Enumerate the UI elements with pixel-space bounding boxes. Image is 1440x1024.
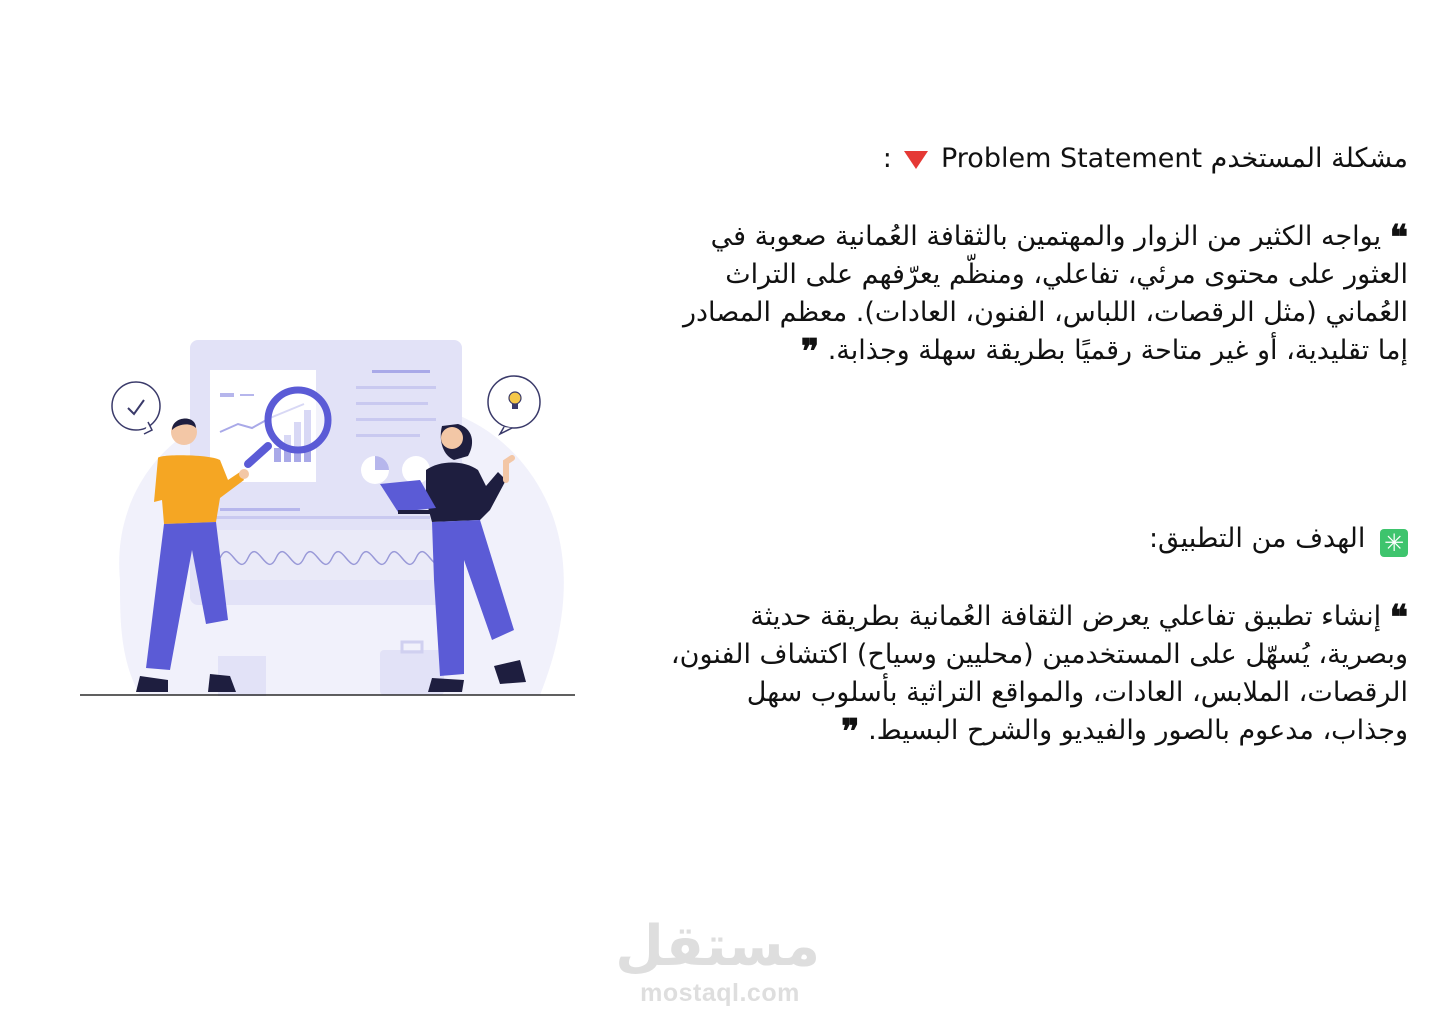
close-quote-icon: ❞ [841, 712, 860, 752]
problem-heading-en: Problem Statement [940, 143, 1203, 174]
problem-body [668, 218, 1408, 370]
sparkle-icon: ✳ [1380, 529, 1408, 557]
goal-heading [668, 520, 1408, 558]
goal-heading-text: الهدف من التطبيق: [1148, 523, 1366, 554]
problem-heading-ar: مشكلة المستخدم [1210, 143, 1408, 174]
open-quote-icon: ❝ [1389, 218, 1408, 258]
pie-chart-2 [402, 456, 430, 484]
check-bubble [112, 382, 160, 430]
watermark-latin: mostaql.com [640, 979, 800, 1007]
goal-body [668, 598, 1408, 750]
close-quote-icon: ❞ [800, 332, 820, 372]
red-triangle-down-icon [904, 151, 928, 169]
mostaql-watermark [615, 914, 820, 1007]
problem-heading [668, 140, 1408, 178]
problem-body-text: يواجه الكثير من الزوار والمهتمين بالثقافة العُمانية صعوبة في العثور على محتوى مرئي، تفاعلي، ومنظّم يعرّفهم على التراث العُماني (مثل الرقصات، اللباس، الفنون، العادات). معظم المصادر إما تقليدية، أو غير متاحة رقميًا بطريقة سهلة وجذابة. [682, 221, 1408, 366]
lightbulb-icon [509, 392, 521, 404]
bar-1 [274, 448, 281, 462]
problem-heading-suffix: : [882, 143, 892, 174]
open-quote-icon: ❝ [1389, 598, 1408, 638]
data-analysis-illustration [80, 330, 580, 700]
watermark-arabic: مستقل [615, 914, 820, 979]
goal-body-text: إنشاء تطبيق تفاعلي يعرض الثقافة العُمانية بطريقة حديثة وبصرية، يُسهّل على المستخدمين (محليين وسياح) اكتشاف الفنون، الرقصات، الملابس، العادات، والمواقع التراثية بأسلوب سهل وجذاب، مدعوم بالصور والفيديو والشرح البسيط. [670, 601, 1408, 746]
